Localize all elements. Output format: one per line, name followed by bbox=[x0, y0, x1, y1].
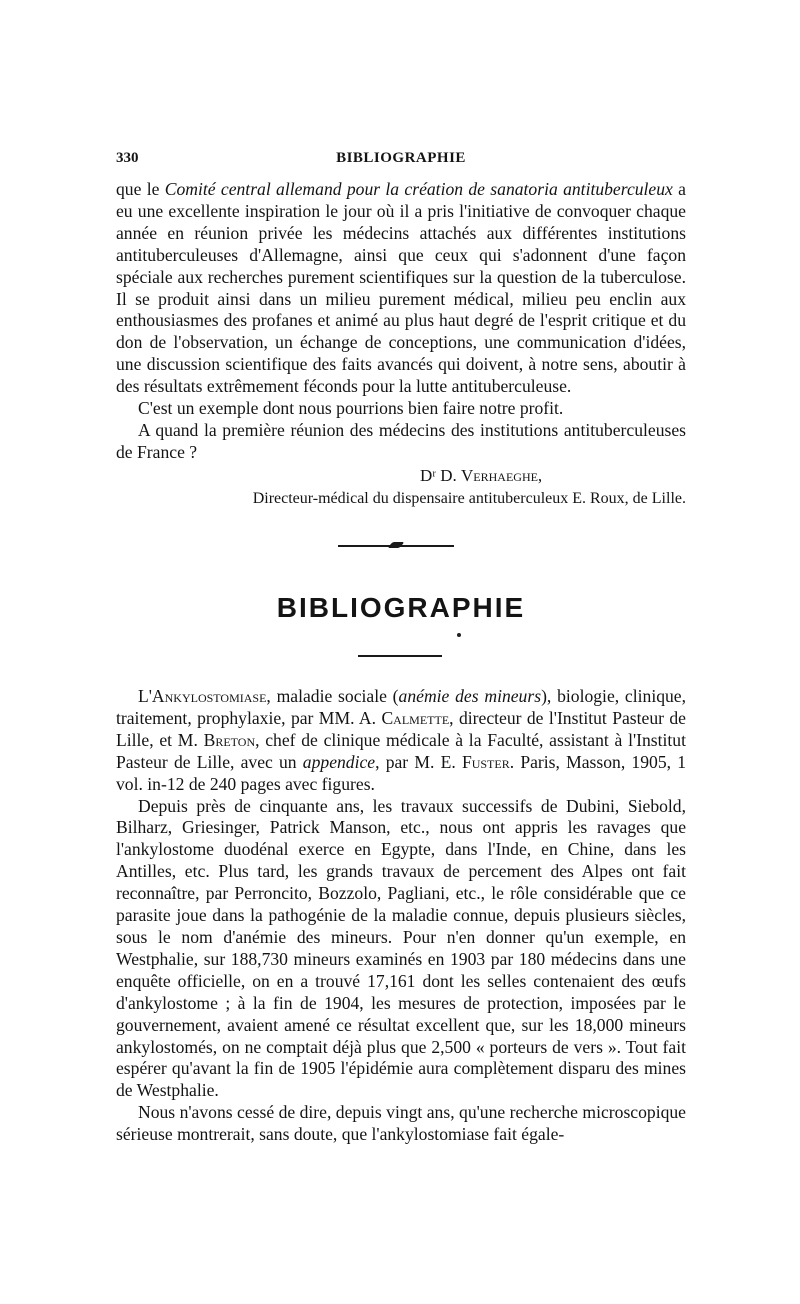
text-run: L' bbox=[138, 686, 152, 706]
author-name: Fuster bbox=[461, 751, 510, 772]
review-text bbox=[116, 686, 686, 1146]
review-paragraph-1: Depuis près de cinquante ans, les travaux successifs de Dubini, Siebold, Bilharz, Griesinger, Patrick Manson, etc., nous ont appris les ravages que l'ankylostome duodénal exerce en Egypte, dans l'Inde, en Chine, dans les Antilles, etc. Plus tard, les grands travaux de percement des Alpes ont fait reconnaître, par Perroncito, Bozzolo, Pagliani, etc., le rôle considérable que ce parasite joue dans la pathogénie de la maladie connue, depuis plusieurs siècles, sous le nom d'anémie des mineurs. Pour n'en donner qu'un exemple, en Westphalie, sur 188,730 mineurs examinés en 1903 par 180 médecins dans une enquête officielle, on en a trouvé 17,161 dont les selles contenaient des œufs d'ankylostome ; à la fin de 1904, les mesures de protection, imposées par le gouvernement, avaient amené ce résultat excellent que, sur les 18,000 mineurs ankylostomés, on ne comptait déjà plus que 2,500 « porteurs de vers ». Tout fait espérer qu'avant la fin de 1905 l'épidémie aura complètement disparu des mines de Westphalie. bbox=[116, 795, 686, 1101]
author-name: Calmette bbox=[381, 707, 450, 728]
signature-prefix: Dʳ D. bbox=[420, 466, 461, 485]
previous-article-paragraph-2: C'est un exemple dont nous pourrions bien faire notre profit. bbox=[138, 398, 564, 419]
text-run: , directeur de l'Institut Pasteur de Lille, et M. bbox=[116, 707, 686, 750]
running-head bbox=[116, 150, 686, 176]
section-title: BIBLIOGRAPHIE bbox=[276, 592, 526, 623]
previous-article-paragraph-1 bbox=[116, 179, 686, 398]
divider-ornament bbox=[338, 541, 454, 551]
previous-article-text bbox=[116, 179, 686, 464]
review-paragraph-2: Nous n'avons cessé de dire, depuis vingt ans, qu'une recherche microscopique sérieuse montrerait, sans doute, que l'ankylostomiase fait égale- bbox=[116, 1102, 686, 1145]
text-run: , chef de clinique médicale à la Faculté, assistant à l'Institut Pasteur de Lille, avec un bbox=[116, 729, 686, 772]
appendix-italic: appendice bbox=[302, 751, 376, 772]
signature-name: Verhaeghe, bbox=[461, 466, 543, 485]
text-run: ), biologie, clinique, traitement, prophylaxie, par MM. A. bbox=[116, 686, 687, 728]
title-rule bbox=[358, 655, 442, 657]
review-entry bbox=[116, 686, 686, 796]
text-run: , par M. E. bbox=[375, 751, 462, 772]
text-run: , maladie sociale ( bbox=[266, 686, 399, 706]
book-title: Ankylostomiase bbox=[151, 686, 267, 706]
subtitle-italic: anémie des mineurs bbox=[398, 686, 542, 706]
previous-article-paragraph-3: A quand la première réunion des médecins des institutions antituberculeuses de France ? bbox=[116, 419, 686, 462]
title-dot bbox=[457, 633, 461, 637]
italic-title: Comité central allemand pour la création de sanatoria antituberculeux bbox=[164, 179, 673, 199]
text-run: que le bbox=[116, 179, 165, 199]
text-run: a eu une excellente inspiration le jour où il a pris l'initiative de convoquer chaque année en réunion privée les médecins attachés aux différentes institutions antituberculeuses d'Allemagne, ainsi que ceux qui s'adonnent d'une façon spéciale aux recherches purement scientifiques sur la question de la tuberculose. Il se produit ainsi dans un milieu purement médical, milieu peu enclin aux enthousiasmes des profanes et animé au plus haut degré de l'esprit critique et du don de l'observation, un échange de conceptions, une communication d'idées, une discussion scientifique des faits avancés qui doivent, à notre sens, aboutir à des résultats extrêmement féconds pour la lutte antituberculeuse. bbox=[116, 179, 686, 397]
author-name: Breton bbox=[203, 729, 256, 750]
page-number: 330 bbox=[116, 150, 139, 166]
signature bbox=[420, 466, 690, 486]
running-title: BIBLIOGRAPHIE bbox=[336, 150, 466, 166]
signature-role: Directeur-médical du dispensaire antituberculeux E. Roux, de Lille. bbox=[252, 490, 686, 507]
text-run: . Paris, Masson, 1905, 1 vol. in-12 de 240 pages avec figures. bbox=[116, 751, 687, 794]
ornament-diamond-icon bbox=[387, 542, 404, 548]
